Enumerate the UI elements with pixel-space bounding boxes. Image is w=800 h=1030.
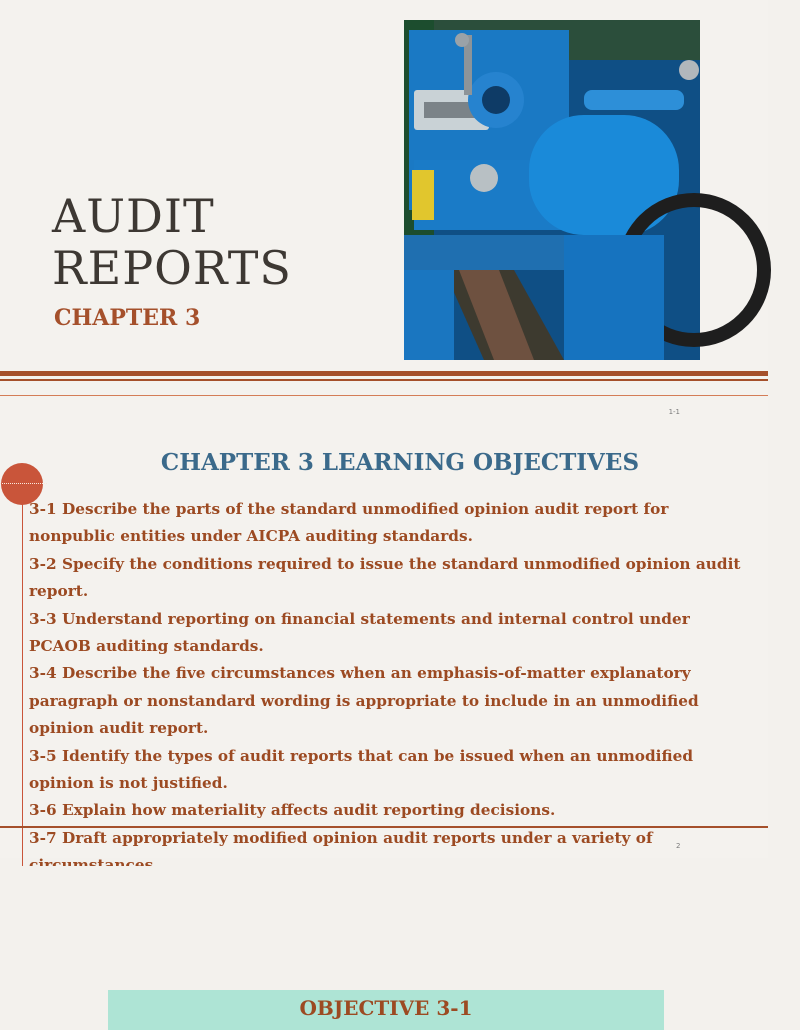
decorative-vertical-line	[22, 504, 23, 866]
title-line-1: AUDIT	[52, 189, 215, 243]
title-line-2: REPORTS	[52, 241, 292, 295]
objective-item: 3-5 Identify the types of audit reports that can be issued when an unmodified opinion is not justified.	[29, 746, 694, 793]
slide-number-2: 2	[676, 842, 681, 850]
objective-slide	[0, 866, 768, 1024]
lathe-machine-photo	[404, 20, 700, 360]
objectives-heading: CHAPTER 3 LEARNING OBJECTIVES	[160, 449, 640, 476]
slide-number: 1-1	[668, 408, 680, 416]
objective-item: 3-2 Specify the conditions required to issue the standard unmodified opinion audit report.	[29, 554, 741, 601]
objective-item: 3-1 Describe the parts of the standard unmodified opinion audit report for nonpublic entities under AICPA auditing standards.	[29, 500, 669, 546]
divider-thick	[0, 371, 768, 376]
slide-divider-2	[0, 826, 768, 828]
title-slide	[0, 0, 768, 398]
divider-thin	[0, 379, 768, 381]
slide-separator	[0, 395, 768, 396]
objectives-slide	[0, 398, 768, 858]
lathe-illustration	[404, 20, 700, 360]
objective-banner-label: OBJECTIVE 3-1	[299, 996, 473, 1020]
objective-item: 3-4 Describe the five circumstances when an emphasis-of-matter explanatory paragraph or nonstandard wording is appropriate to include in an unmodified opinion audit report.	[29, 664, 699, 738]
objective-item: 3-7 Draft appropriately modified opinion audit reports under a variety of	[29, 828, 653, 847]
objective-item: 3-6 Explain how materiality affects audit reporting decisions.	[29, 801, 556, 820]
chapter-subtitle: CHAPTER 3	[54, 305, 201, 331]
objectives-list	[29, 496, 749, 880]
objective-banner	[108, 990, 664, 1030]
objective-item: 3-3 Understand reporting on financial statements and internal control under PCAOB auditing standards.	[29, 609, 690, 656]
slide-title	[52, 190, 292, 294]
